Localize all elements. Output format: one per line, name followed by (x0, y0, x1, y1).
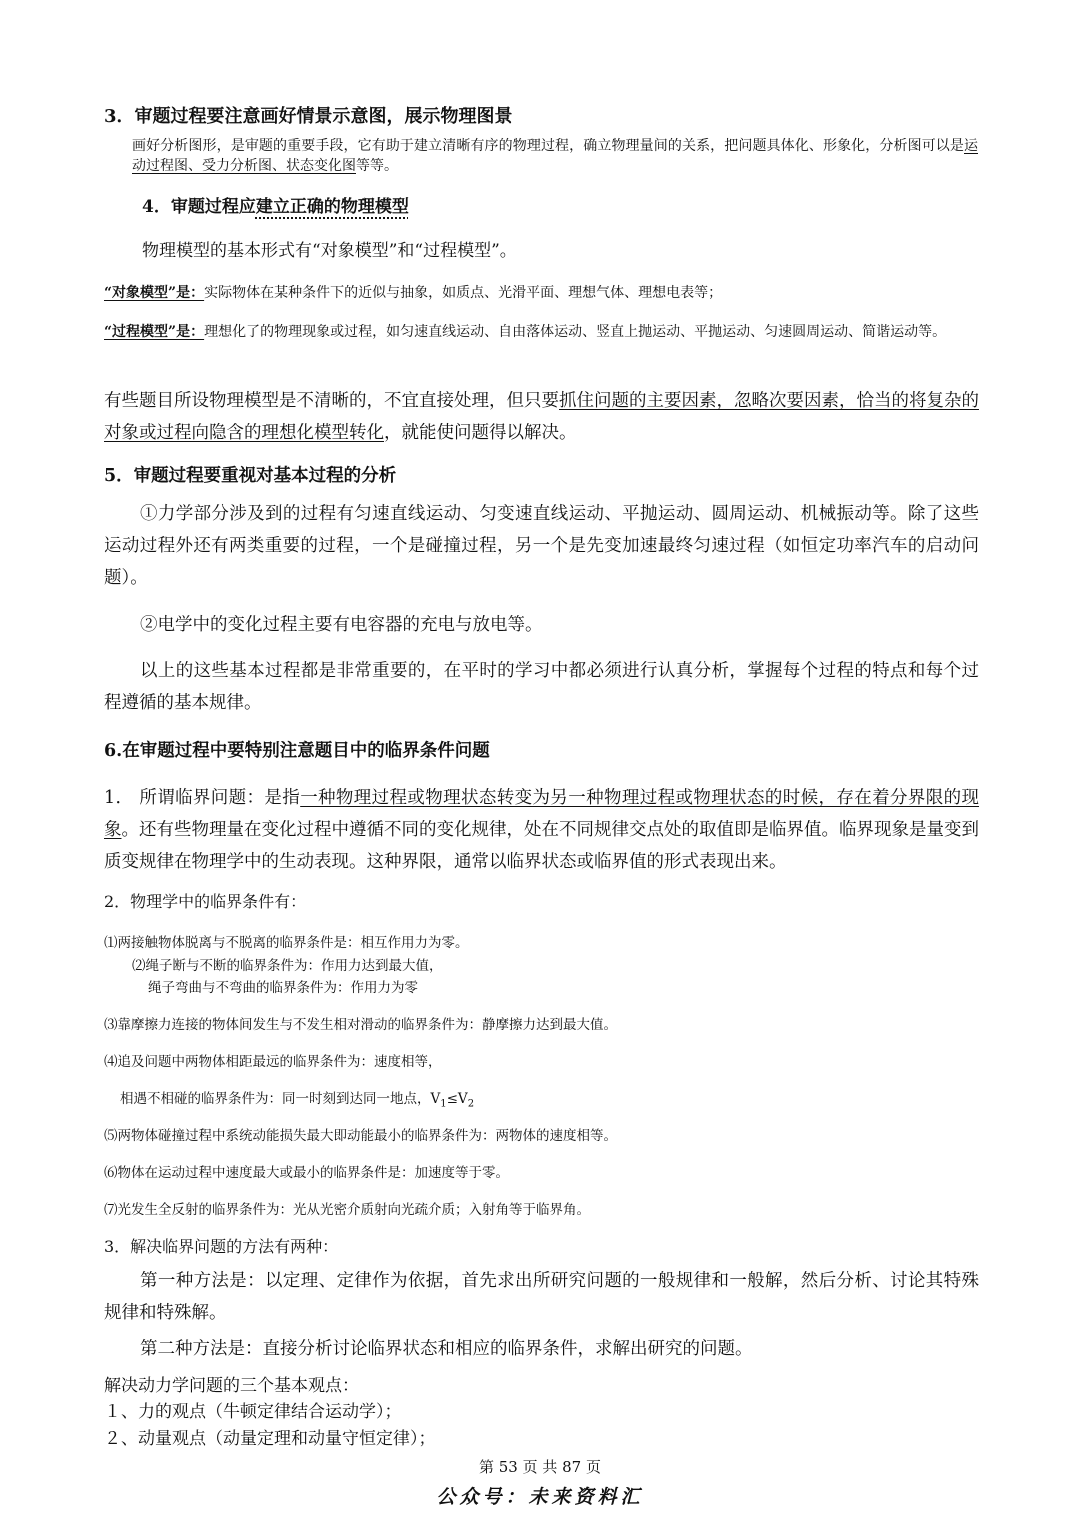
v1-subscript: 1 (440, 1098, 447, 1110)
mechanics-processes-paragraph: ①力学部分涉及到的过程有匀速直线运动、匀变速直线运动、平抛运动、圆周运动、机械振动等。除了这些运动过程外还有两类重要的过程，一个是碰撞过程，另一个是先变加速最终匀速过程（如恒定功率汽车的启动问题）。 (104, 504, 979, 588)
critical-definition-paragraph (104, 782, 979, 878)
section-4-heading-dotted: 建立正确的物理模型 (255, 197, 409, 217)
basic-processes-summary: 以上的这些基本过程都是非常重要的，在平时的学习中都必须进行认真分析，掌握每个过程的特点和每个过程遵循的基本规律。 (104, 661, 979, 713)
viewpoint-force: １、力的观点（牛顿定律结合运动学）； (104, 1402, 402, 1422)
dynamics-viewpoints-title: 解决动力学问题的三个基本观点： (104, 1376, 359, 1396)
critical-condition-4a: ⑷追及问题中两物体相距最远的临界条件为：速度相等， (104, 1054, 442, 1070)
model-conversion-text: 有些题目所设物理模型是不清晰的，不宜直接处理，但只要 (104, 391, 559, 411)
section-5-heading: 5．审题过程要重视对基本过程的分析 (104, 466, 397, 486)
model-conversion-paragraph (104, 385, 979, 449)
section-4-heading-text: 4．审题过程应 (142, 197, 256, 217)
critical-condition-6: ⑹物体在运动过程中速度最大或最小的临界条件是：加速度等于零。 (104, 1165, 509, 1181)
page-number: 第 53 页 共 87 页 (478, 1458, 601, 1476)
critical-methods-title: 3．解决临界问题的方法有两种： (104, 1237, 339, 1256)
process-model-label: “过程模型”是： (104, 324, 205, 340)
critical-condition-4b (120, 1087, 474, 1110)
object-model-line (104, 282, 722, 302)
section-3-heading: 3．审题过程要注意画好情景示意图，展示物理图景 (104, 106, 513, 127)
electric-processes-paragraph: ②电学中的变化过程主要有电容器的充电与放电等。 (140, 615, 543, 635)
footer-brand: 公众号：未来资料汇 (436, 1486, 644, 1508)
section-3-body (132, 136, 978, 176)
critical-condition-2b: 绳子弯曲与不弯曲的临界条件为：作用力为零 (148, 980, 418, 996)
critical-definition-text: 1． 所谓临界问题：是指 (104, 788, 301, 808)
critical-condition-7: ⑺光发生全反射的临界条件为：光从光密介质射向光疏介质；入射角等于临界角。 (104, 1202, 590, 1218)
process-model-line (104, 318, 979, 346)
section-3-text: 画好分析图形，是审题的重要手段，它有助于建立清晰有序的物理过程，确立物理量间的关系，把问题具体化、形象化，分析图可以是 (132, 138, 964, 154)
method-one-paragraph: 第一种方法是：以定理、定律作为依据，首先求出所研究问题的一般规律和一般解，然后分析、讨论其特殊规律和特殊解。 (104, 1271, 979, 1323)
process-model-text: 理想化了的物理现象或过程，如匀速直线运动、自由落体运动、竖直上抛运动、平抛运动、匀速圆周运动、简谐运动等。 (204, 324, 947, 340)
critical-condition-1: ⑴两接触物体脱离与不脱离的临界条件是：相互作用力为零。 (104, 935, 469, 951)
critical-definition-text-end: 。还有些物理量在变化过程中遵循不同的变化规律，处在不同规律交点处的取值即是临界值。临界现象是量变到质变规律在物理学中的生动表现。这种界限，通常以临界状态或临界值的形式表现出来。 (104, 820, 979, 872)
object-model-label: “对象模型”是： (104, 285, 205, 301)
section-4-heading (142, 192, 409, 217)
critical-condition-4b-text: 相遇不相碰的临界条件为：同一时刻到达同一地点，V (120, 1091, 441, 1107)
object-model-text: 实际物体在某种条件下的近似与抽象，如质点、光滑平面、理想气体、理想电表等； (204, 285, 723, 301)
v2-subscript: 2 (467, 1098, 475, 1110)
viewpoint-momentum: ２、动量观点（动量定理和动量守恒定律）； (104, 1429, 436, 1449)
method-two-paragraph: 第二种方法是：直接分析讨论临界状态和相应的临界条件，求解出研究的问题。 (140, 1339, 753, 1359)
critical-conditions-title: 2．物理学中的临界条件有： (104, 892, 307, 911)
critical-condition-4b-relation: ≤V (446, 1091, 468, 1107)
section-6-heading: 6.在审题过程中要特别注意题目中的临界条件问题 (104, 741, 490, 761)
model-conversion-underlined: 抓住问题的主要因素，忽略次要因素，恰当的将复杂的对象或过程向隐含的理想化模型转化 (104, 391, 979, 443)
section-3-underlined: 运动过程图、受力分析图、状态变化图 (132, 138, 978, 174)
critical-condition-2a: ⑵绳子断与不断的临界条件为：作用力达到最大值， (132, 958, 443, 974)
critical-condition-3: ⑶靠摩擦力连接的物体间发生与不发生相对滑动的临界条件为：静摩擦力达到最大值。 (104, 1017, 617, 1033)
section-3-text-end: 等等。 (356, 158, 398, 174)
model-intro: 物理模型的基本形式有“对象模型”和“过程模型”。 (142, 241, 517, 261)
critical-condition-5: ⑸两物体碰撞过程中系统动能损失最大即动能最小的临界条件为：两物体的速度相等。 (104, 1128, 617, 1144)
model-conversion-text-end: ，就能使问题得以解决。 (384, 423, 577, 443)
critical-definition-underlined: 一种物理过程或物理状态转变为另一种物理过程或物理状态的时候，存在着分界限的现象 (104, 788, 980, 840)
